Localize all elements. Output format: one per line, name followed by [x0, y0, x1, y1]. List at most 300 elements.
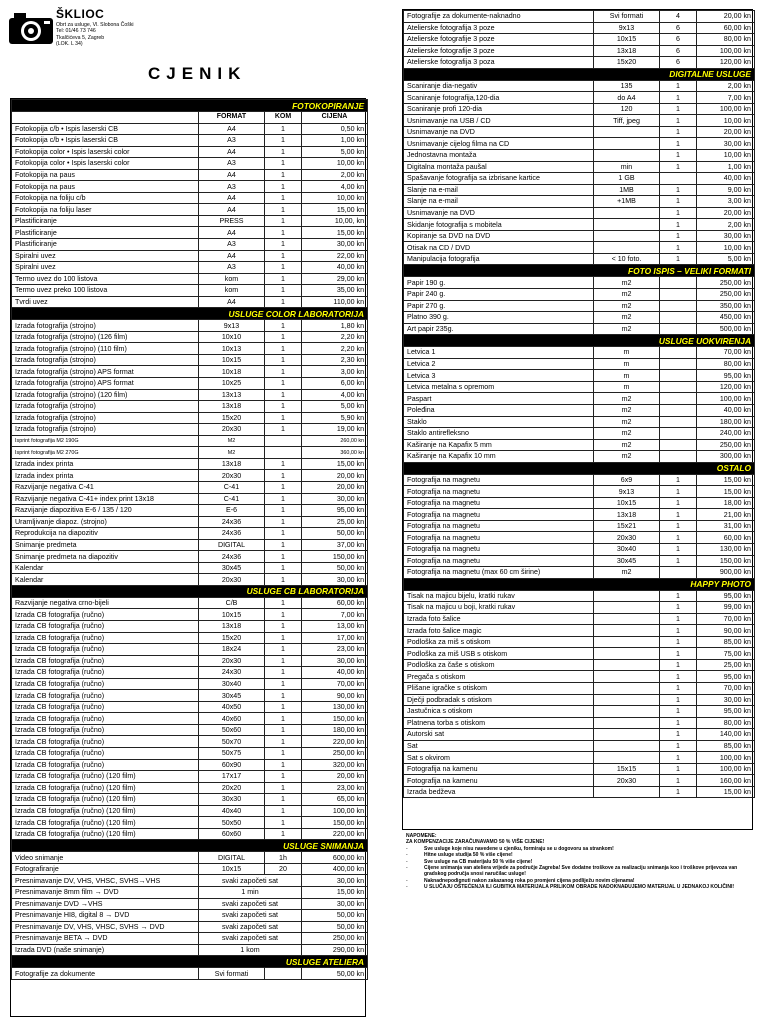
- note-text: Naknadnepodignuti nakon zakazanog roka po promjeni cijena podliježu novim cijenama!: [424, 877, 635, 884]
- service-qty: 1: [265, 828, 302, 840]
- service-price: 15,00 kn: [697, 474, 755, 486]
- service-price: 60,00 kn: [697, 22, 755, 34]
- service-qty: [265, 447, 302, 459]
- service-qty: 1: [660, 717, 697, 729]
- service-price: 70,00 kn: [697, 682, 755, 694]
- table-row: [404, 694, 755, 706]
- service-qty: 1: [265, 481, 302, 493]
- service-format: [594, 786, 660, 798]
- service-format: svaki započeti sat: [199, 933, 302, 945]
- service-price: 60,00 kn: [697, 532, 755, 544]
- service-format: [594, 150, 660, 162]
- service-qty: 1: [265, 412, 302, 424]
- table-row: [12, 447, 368, 459]
- table-row: [12, 898, 368, 910]
- service-price: 30,00 kn: [302, 875, 368, 887]
- section-title: USLUGE UOKVIRENJA: [404, 335, 755, 347]
- table-row: [12, 852, 368, 864]
- service-qty: 1: [660, 625, 697, 637]
- service-price: 220,00 kn: [302, 736, 368, 748]
- service-name: Izrada fotografija (strojno): [12, 424, 199, 436]
- service-name: Uramljivanje diapoz. (strojno): [12, 516, 199, 528]
- service-qty: 1: [265, 759, 302, 771]
- service-name: Digitalna montaža paušal: [404, 161, 594, 173]
- service-qty: 1: [265, 227, 302, 239]
- table-row: [12, 655, 368, 667]
- service-qty: 1: [265, 817, 302, 829]
- table-row: [404, 242, 755, 254]
- service-format: 50x75: [199, 747, 265, 759]
- service-qty: 1: [265, 123, 302, 135]
- service-qty: 1: [660, 242, 697, 254]
- service-format: 30x45: [199, 690, 265, 702]
- section-header: [404, 68, 755, 80]
- service-qty: 1: [265, 771, 302, 783]
- service-qty: 6: [660, 57, 697, 69]
- service-format: A4: [199, 192, 265, 204]
- service-price: 50,00 kn: [302, 528, 368, 540]
- service-price: 30,00 kn: [302, 239, 368, 251]
- service-name: Podloška za čaše s otiskom: [404, 659, 594, 671]
- service-price: 10,00 kn: [697, 242, 755, 254]
- service-price: 5,00 kn: [302, 146, 368, 158]
- service-name: Izrada index printa: [12, 470, 199, 482]
- service-price: 250,00 kn: [697, 289, 755, 301]
- table-row: [12, 273, 368, 285]
- table-row: [404, 775, 755, 787]
- service-qty: [660, 173, 697, 185]
- service-qty: 1: [660, 532, 697, 544]
- table-row: [12, 239, 368, 251]
- service-format: 60x60: [199, 828, 265, 840]
- service-format: m2: [594, 289, 660, 301]
- price-table: [11, 99, 368, 980]
- service-qty: 1: [265, 389, 302, 401]
- section-title: USLUGE CB LABORATORIJA: [12, 585, 368, 597]
- service-name: Izrada bedževa: [404, 786, 594, 798]
- service-qty: 1: [265, 169, 302, 181]
- service-qty: 1: [660, 752, 697, 764]
- page-title: CJENIK: [148, 64, 247, 83]
- service-format: 50x70: [199, 736, 265, 748]
- note-item: [406, 865, 754, 878]
- service-name: Papir 190 g.: [404, 277, 594, 289]
- service-name: Izrada CB fotografija (ručno): [12, 667, 199, 679]
- service-name: Skidanje fotografija s mobitela: [404, 219, 594, 231]
- service-name: Pregača s otiskom: [404, 671, 594, 683]
- service-name: Razvijanje diapozitiva E-6 / 135 / 120: [12, 505, 199, 517]
- service-price: 1,80 kn: [302, 320, 368, 332]
- service-format: svaki započeti sat: [199, 910, 302, 922]
- service-qty: 1: [265, 505, 302, 517]
- brand-line: Tkalčićeva 5, Zagreb: [56, 34, 105, 41]
- service-price: 150,00 kn: [302, 817, 368, 829]
- service-price: 95,00 kn: [697, 671, 755, 683]
- service-name: Fotografija na magnetu: [404, 509, 594, 521]
- service-name: Platno 390 g.: [404, 312, 594, 324]
- table-row: [12, 424, 368, 436]
- service-format: svaki započeti sat: [199, 921, 302, 933]
- brand-address: [56, 22, 134, 47]
- service-qty: 1: [660, 682, 697, 694]
- service-name: Fotokopija na paus: [12, 181, 199, 193]
- table-row: [404, 520, 755, 532]
- table-row: [404, 682, 755, 694]
- service-qty: 1: [660, 520, 697, 532]
- service-price: 15,00 kn: [302, 227, 368, 239]
- service-qty: 1: [265, 620, 302, 632]
- service-format: m2: [594, 300, 660, 312]
- service-qty: 1: [265, 320, 302, 332]
- section-header: [404, 335, 755, 347]
- note-bullet: -: [406, 852, 408, 859]
- service-format: [594, 590, 660, 602]
- service-name: Izrada CB fotografija (ručno): [12, 736, 199, 748]
- note-bullet: -: [406, 884, 408, 891]
- table-row: [12, 562, 368, 574]
- service-name: Izrada CB fotografija (ručno): [12, 632, 199, 644]
- service-qty: 1: [660, 763, 697, 775]
- service-price: 130,00 kn: [302, 701, 368, 713]
- table-row: [12, 227, 368, 239]
- service-qty: 1: [265, 331, 302, 343]
- service-format: do A4: [594, 92, 660, 104]
- service-name: Slanje na e-mail: [404, 184, 594, 196]
- service-name: Izrada CB fotografija (ručno): [12, 713, 199, 725]
- service-name: Letvica metalna s opremom: [404, 381, 594, 393]
- service-name: Scaniranje profi 120-dia: [404, 103, 594, 115]
- table-row: [12, 401, 368, 413]
- table-row: [404, 22, 755, 34]
- service-name: Snimanje predmeta: [12, 539, 199, 551]
- service-qty: [660, 451, 697, 463]
- table-row: [12, 713, 368, 725]
- service-format: 13x18: [199, 401, 265, 413]
- service-format: m2: [594, 393, 660, 405]
- service-format: 50x60: [199, 724, 265, 736]
- service-price: 5,00 kn: [697, 253, 755, 265]
- service-qty: 1: [265, 493, 302, 505]
- table-row: [12, 215, 368, 227]
- service-qty: 1: [660, 729, 697, 741]
- service-price: 95,00 kn: [697, 370, 755, 382]
- service-name: Isprint fotografija M2 270G: [12, 447, 199, 459]
- service-format: 13x18: [199, 458, 265, 470]
- service-price: 260,00 kn: [302, 435, 368, 447]
- service-qty: 1: [660, 775, 697, 787]
- service-name: Fotografija na magnetu: [404, 474, 594, 486]
- column-header-format: FORMAT: [199, 112, 265, 124]
- note-bullet: -: [406, 858, 408, 865]
- service-name: Fotokopija color • Ispis laserski color: [12, 146, 199, 158]
- service-format: Tiff, jpeg: [594, 115, 660, 127]
- service-qty: 1: [660, 602, 697, 614]
- service-format: C-41: [199, 493, 265, 505]
- service-format: 13x18: [594, 509, 660, 521]
- table-row: [404, 138, 755, 150]
- service-format: 60x90: [199, 759, 265, 771]
- table-row: [404, 92, 755, 104]
- brand-line: (LOK. L 34): [56, 40, 83, 47]
- section-title: USLUGE ATELIERA: [12, 956, 368, 968]
- service-price: 95,00 kn: [697, 590, 755, 602]
- service-qty: 1: [660, 126, 697, 138]
- table-row: [12, 910, 368, 922]
- service-price: 180,00 kn: [697, 416, 755, 428]
- service-name: Izrada fotografija (strojno) APS format: [12, 366, 199, 378]
- service-qty: [265, 435, 302, 447]
- table-row: [12, 759, 368, 771]
- service-name: Razvijanje negativa crno-bijeli: [12, 597, 199, 609]
- table-row: [404, 625, 755, 637]
- service-name: Tvrdi uvez: [12, 296, 199, 308]
- table-row: [12, 262, 368, 274]
- service-format: A4: [199, 250, 265, 262]
- service-price: 70,00 kn: [302, 678, 368, 690]
- section-title: OSTALO: [404, 462, 755, 474]
- table-row: [404, 706, 755, 718]
- table-row: [12, 551, 368, 563]
- service-format: C-41: [199, 481, 265, 493]
- service-format: 17x17: [199, 771, 265, 783]
- service-price: 4,00 kn: [302, 389, 368, 401]
- service-price: 95,00 kn: [697, 706, 755, 718]
- service-format: 15x15: [594, 763, 660, 775]
- service-name: Atelierske fotografija 3 poza: [404, 57, 594, 69]
- table-row: [12, 597, 368, 609]
- service-qty: 1: [265, 678, 302, 690]
- service-format: A4: [199, 146, 265, 158]
- service-name: Izrada fotografija (strojno) (120 film): [12, 389, 199, 401]
- service-format: 20x30: [199, 574, 265, 586]
- service-price: 150,00 kn: [302, 551, 368, 563]
- service-name: Poleđina: [404, 404, 594, 416]
- table-row: [12, 435, 368, 447]
- table-row: [404, 404, 755, 416]
- table-row: [404, 729, 755, 741]
- service-price: 350,00 kn: [697, 300, 755, 312]
- table-row: [404, 323, 755, 335]
- service-name: Fotokopija color • Ispis laserski color: [12, 158, 199, 170]
- service-format: A4: [199, 227, 265, 239]
- section-title: DIGITALNE USLUGE: [404, 68, 755, 80]
- service-format: [594, 636, 660, 648]
- service-format: [594, 717, 660, 729]
- service-qty: 1: [265, 192, 302, 204]
- table-row: [404, 300, 755, 312]
- service-format: A4: [199, 204, 265, 216]
- service-name: Izrada CB fotografija (ručno): [12, 620, 199, 632]
- service-qty: 1: [660, 92, 697, 104]
- table-row: [404, 358, 755, 370]
- table-row: [12, 146, 368, 158]
- service-name: Kalendar: [12, 562, 199, 574]
- service-format: 13x13: [199, 389, 265, 401]
- table-row: [12, 887, 368, 899]
- service-price: 180,00 kn: [302, 724, 368, 736]
- table-row: [404, 428, 755, 440]
- service-price: 10,00 kn: [302, 158, 368, 170]
- table-row: [404, 671, 755, 683]
- service-qty: 1: [265, 782, 302, 794]
- service-price: 75,00 kn: [697, 648, 755, 660]
- service-name: Kalendar: [12, 574, 199, 586]
- service-format: m2: [594, 404, 660, 416]
- service-price: 2,20 kn: [302, 331, 368, 343]
- service-qty: 1: [660, 161, 697, 173]
- service-format: 18x24: [199, 644, 265, 656]
- service-format: kom: [199, 273, 265, 285]
- service-price: 15,00 kn: [302, 204, 368, 216]
- price-table: [403, 10, 755, 798]
- service-price: 120,00 kn: [697, 381, 755, 393]
- service-format: [594, 219, 660, 231]
- service-qty: 1: [265, 632, 302, 644]
- section-header: [12, 308, 368, 320]
- table-row: [404, 567, 755, 579]
- table-row: [404, 253, 755, 265]
- service-qty: 1: [265, 285, 302, 297]
- service-format: m2: [594, 323, 660, 335]
- table-row: [12, 968, 368, 980]
- service-price: 22,00 kn: [302, 250, 368, 262]
- service-format: A4: [199, 296, 265, 308]
- service-qty: [660, 567, 697, 579]
- service-name: Izrada CB fotografija (ručno) (120 film): [12, 817, 199, 829]
- table-row: [12, 412, 368, 424]
- table-row: [404, 150, 755, 162]
- service-format: 13x18: [594, 45, 660, 57]
- table-row: [404, 219, 755, 231]
- table-row: [404, 347, 755, 359]
- service-name: Fotografije za dokumente: [12, 968, 199, 980]
- service-qty: 1: [660, 786, 697, 798]
- service-name: Izrada CB fotografija (ručno): [12, 690, 199, 702]
- service-format: 1 kom: [199, 944, 302, 956]
- service-format: [594, 682, 660, 694]
- service-name: Presnimavanje HI8, digital 8 → DVD: [12, 910, 199, 922]
- service-name: Izrada CB fotografija (ručno) (120 film): [12, 828, 199, 840]
- service-format: 50x50: [199, 817, 265, 829]
- service-price: 400,00 kn: [302, 863, 368, 875]
- service-name: Fotografije za dokumente-naknadno: [404, 11, 594, 23]
- service-price: 17,00 kn: [302, 632, 368, 644]
- service-price: 100,00 kn: [697, 45, 755, 57]
- service-format: m: [594, 381, 660, 393]
- service-name: Izrada CB fotografija (ručno): [12, 701, 199, 713]
- service-format: 40x50: [199, 701, 265, 713]
- table-row: [404, 115, 755, 127]
- service-qty: [660, 312, 697, 324]
- service-qty: 1: [660, 486, 697, 498]
- service-format: 30x40: [594, 543, 660, 555]
- service-name: Spiralni uvez: [12, 262, 199, 274]
- service-format: m: [594, 358, 660, 370]
- service-name: Izrada CB fotografija (ručno): [12, 644, 199, 656]
- service-format: [594, 625, 660, 637]
- service-price: 50,00 kn: [302, 921, 368, 933]
- table-row: [12, 158, 368, 170]
- table-row: [12, 493, 368, 505]
- service-qty: [660, 428, 697, 440]
- service-price: 80,00 kn: [697, 717, 755, 729]
- service-qty: 1: [660, 659, 697, 671]
- table-row: [404, 532, 755, 544]
- service-name: Izrada CB fotografija (ručno): [12, 759, 199, 771]
- service-price: 5,00 kn: [302, 401, 368, 413]
- table-row: [12, 169, 368, 181]
- service-name: Sat s okvirom: [404, 752, 594, 764]
- table-row: [404, 786, 755, 798]
- section-header: [404, 462, 755, 474]
- service-name: Letvica 2: [404, 358, 594, 370]
- service-qty: [660, 358, 697, 370]
- service-qty: 6: [660, 34, 697, 46]
- service-format: m2: [594, 428, 660, 440]
- service-name: Plastificiranje: [12, 227, 199, 239]
- service-price: 1,00 kn: [697, 161, 755, 173]
- service-price: 20,00 kn: [302, 481, 368, 493]
- service-price: 85,00 kn: [697, 636, 755, 648]
- table-row: [12, 123, 368, 135]
- service-qty: 1: [660, 219, 697, 231]
- service-format: 20x30: [594, 532, 660, 544]
- section-header: [12, 956, 368, 968]
- service-format: 20x30: [594, 775, 660, 787]
- service-price: 30,00 kn: [302, 574, 368, 586]
- service-price: 40,00 kn: [697, 173, 755, 185]
- table-row: [404, 613, 755, 625]
- service-format: [594, 207, 660, 219]
- service-name: Usnimavanje na DVD: [404, 126, 594, 138]
- service-qty: 1: [265, 713, 302, 725]
- service-qty: 1: [660, 613, 697, 625]
- note-text: Sve usluge na CB materijalu 50 % više cijene!: [424, 858, 533, 865]
- table-row: [404, 740, 755, 752]
- service-name: Paspart: [404, 393, 594, 405]
- table-row: [12, 505, 368, 517]
- service-qty: 1: [660, 138, 697, 150]
- section-title: FOTOKOPIRANJE: [12, 100, 368, 112]
- service-price: 90,00 kn: [697, 625, 755, 637]
- service-price: 240,00 kn: [697, 428, 755, 440]
- service-format: 40x40: [199, 805, 265, 817]
- service-price: 60,00 kn: [302, 597, 368, 609]
- service-format: 20x30: [199, 424, 265, 436]
- service-format: [594, 671, 660, 683]
- table-row: [12, 782, 368, 794]
- service-name: Tisak na majicu bijelu, kratki rukav: [404, 590, 594, 602]
- service-qty: 1h: [265, 852, 302, 864]
- table-row: [404, 717, 755, 729]
- table-row: [12, 458, 368, 470]
- service-qty: 1: [265, 736, 302, 748]
- service-price: 30,00 kn: [302, 655, 368, 667]
- service-price: 80,00 kn: [697, 358, 755, 370]
- service-format: 15x21: [594, 520, 660, 532]
- table-row: [404, 312, 755, 324]
- service-name: Usnimavanje na DVD: [404, 207, 594, 219]
- service-name: Fotografija na magnetu (max 60 cm širine): [404, 567, 594, 579]
- service-qty: 1: [265, 609, 302, 621]
- service-format: 30x45: [594, 555, 660, 567]
- service-price: 23,00 kn: [302, 644, 368, 656]
- service-format: [594, 694, 660, 706]
- service-name: Presnimavanje 8mm film → DVD: [12, 887, 199, 899]
- table-row: [12, 378, 368, 390]
- service-name: Platnena torba s otiskom: [404, 717, 594, 729]
- service-qty: [660, 370, 697, 382]
